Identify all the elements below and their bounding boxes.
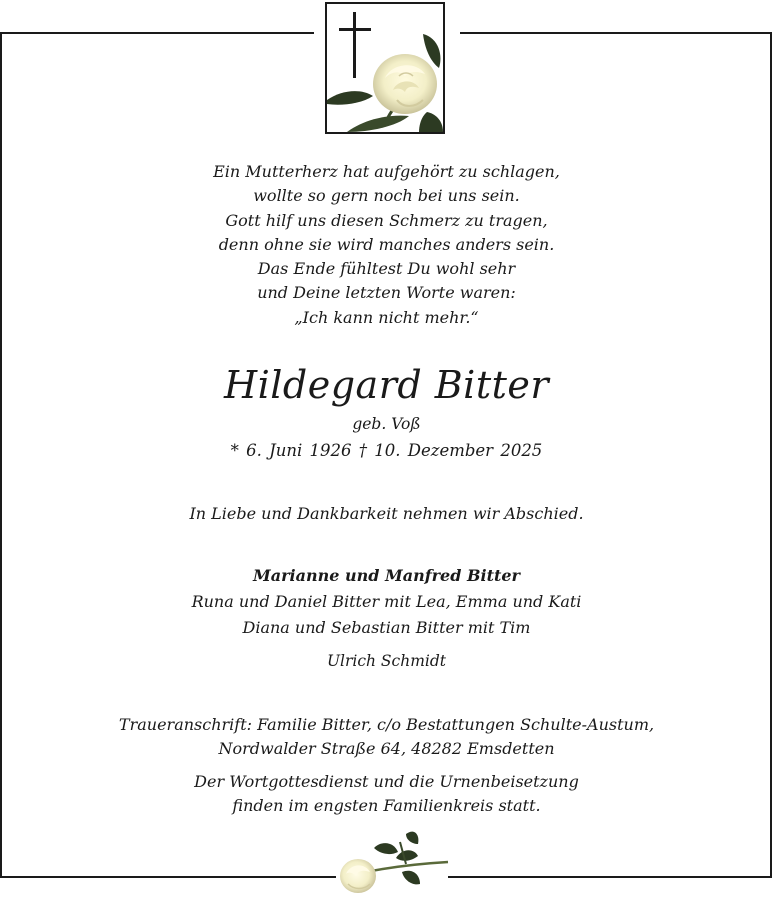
poem-line: „Ich kann nicht mehr.“ — [294, 307, 479, 327]
address-line: Nordwalder Straße 64, 48282 Emsdetten — [218, 739, 555, 758]
deceased-name: Hildegard Bitter — [223, 363, 550, 407]
mourner-line: Runa und Daniel Bitter mit Lea, Emma und Kati — [191, 592, 582, 611]
poem-line: Ein Mutterherz hat aufgehört zu schlagen, — [213, 162, 560, 181]
rose-icon — [336, 828, 450, 898]
poem-line: Das Ende fühltest Du wohl sehr — [257, 259, 516, 279]
service-line: Der Wortgottesdienst und die Urnenbeisetzung — [194, 772, 579, 791]
memorial-poem — [20, 160, 753, 330]
mourner-line: Diana und Sebastian Bitter mit Tim — [242, 618, 531, 637]
mourners-list — [20, 563, 753, 641]
life-dates: * 6. Juni 1926 † 10. Dezember 2025 — [230, 441, 543, 460]
cross-with-rose-icon — [325, 2, 445, 134]
address-line: Traueranschrift: Familie Bitter, c/o Bestattungen Schulte-Austum, — [118, 715, 655, 734]
poem-line: wollte so gern noch bei uns sein. — [253, 186, 520, 206]
condolence-address — [20, 713, 753, 761]
service-line: finden im engsten Familienkreis statt. — [232, 796, 541, 815]
maiden-name: geb. Voß — [352, 415, 421, 433]
primary-mourners: Marianne und Manfred Bitter — [253, 566, 520, 585]
poem-line: Gott hilf uns diesen Schmerz zu tragen, — [225, 210, 548, 230]
farewell-text: In Liebe und Dankbarkeit nehmen wir Abschied. — [189, 504, 584, 523]
poem-line: denn ohne sie wird manches anders sein. — [218, 234, 555, 254]
service-note — [20, 770, 753, 818]
other-mourner: Ulrich Schmidt — [326, 652, 447, 670]
poem-line: und Deine letzten Worte waren: — [257, 283, 516, 303]
